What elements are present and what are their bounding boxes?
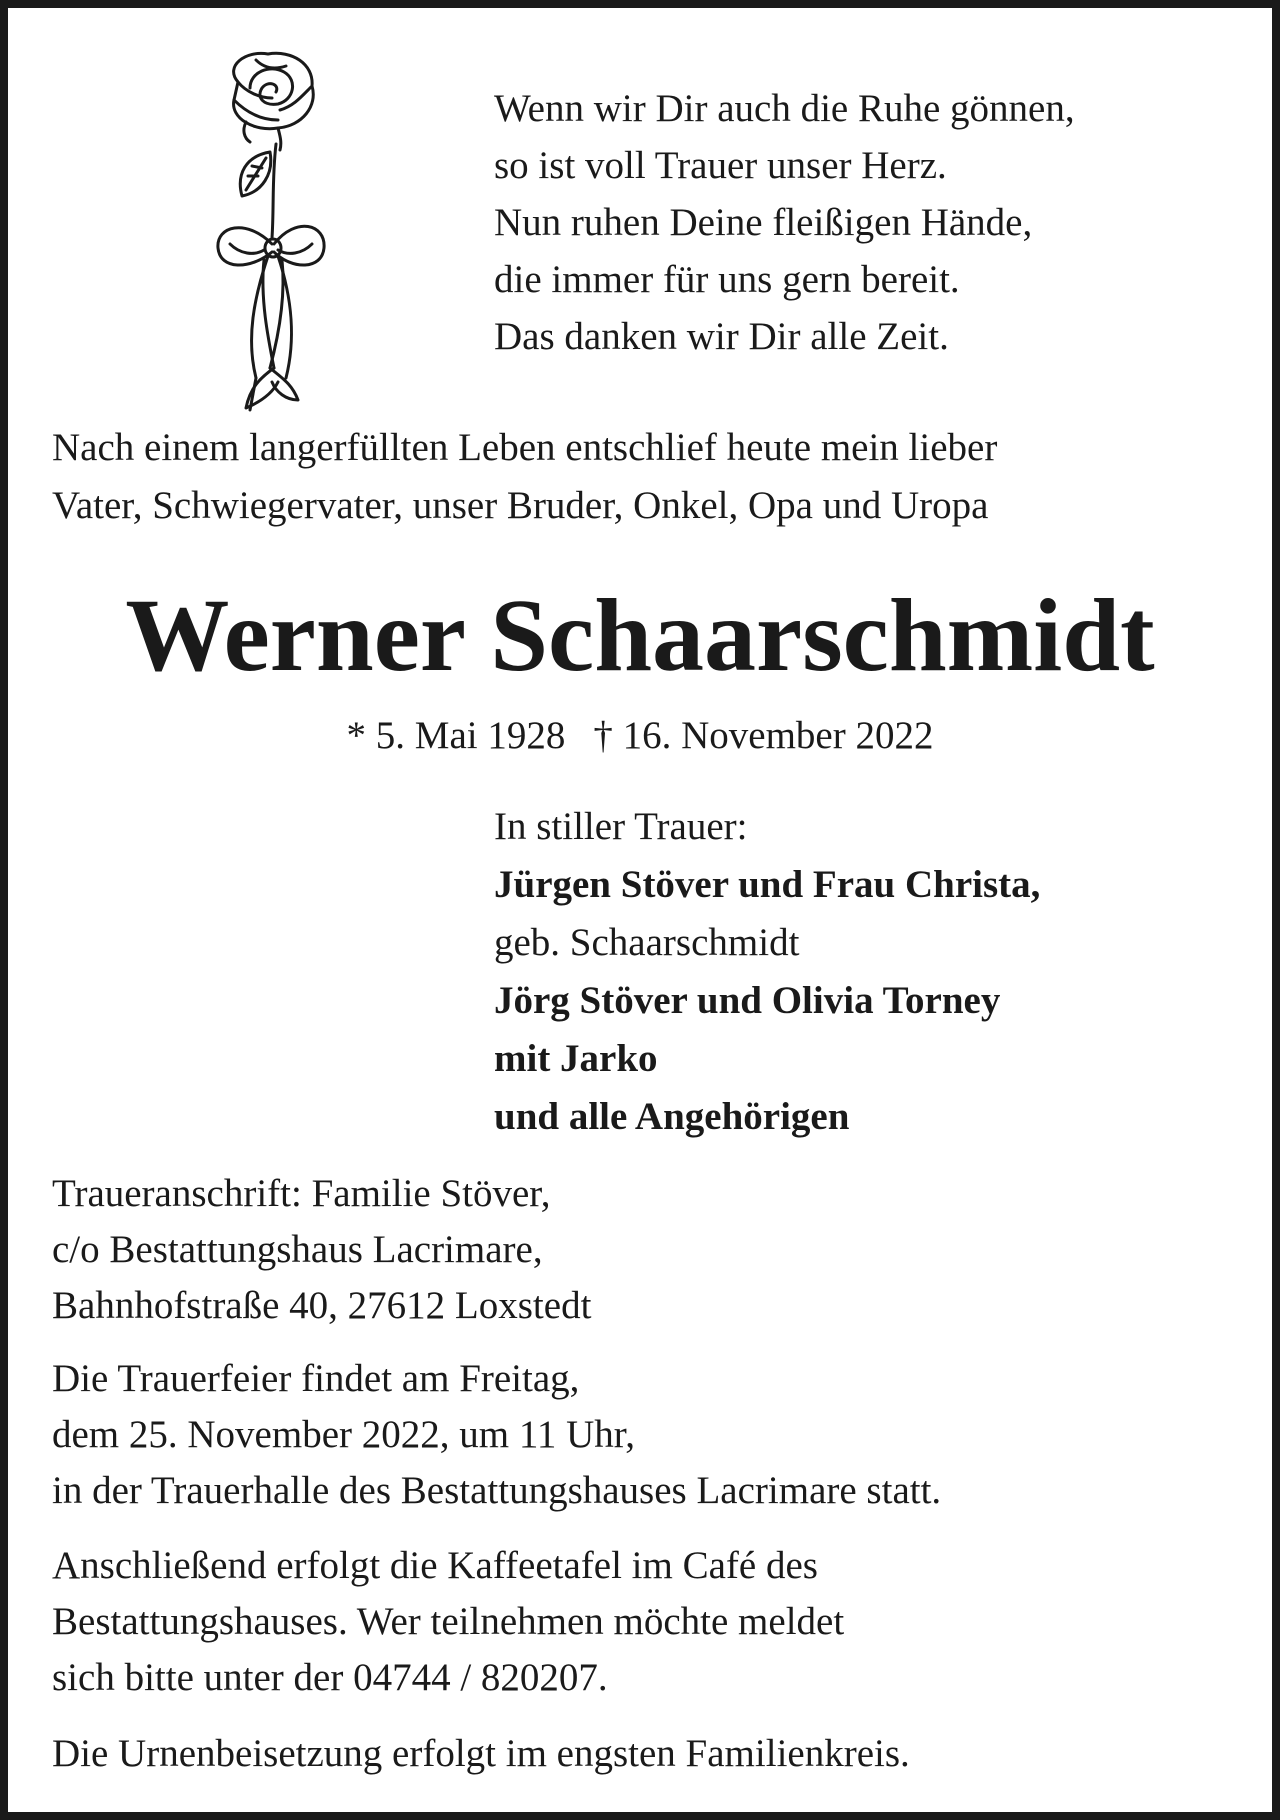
address-line: c/o Bestattungshaus Lacrimare, bbox=[52, 1228, 543, 1271]
mourner-note: geb. Schaarschmidt bbox=[494, 921, 800, 964]
poem bbox=[494, 80, 1075, 365]
life-dates bbox=[8, 708, 1272, 764]
coffee-line: Bestattungshauses. Wer teilnehmen möchte meldet bbox=[52, 1600, 845, 1643]
poem-line: Wenn wir Dir auch die Ruhe gönnen, bbox=[494, 87, 1075, 130]
poem-line: die immer für uns gern bereit. bbox=[494, 258, 960, 301]
intro-line: Nach einem langerfüllten Leben entschlief heute mein lieber bbox=[52, 426, 998, 469]
mourners-heading: In stiller Trauer: bbox=[494, 805, 748, 848]
mourning-address bbox=[52, 1166, 591, 1334]
birth-date: * 5. Mai 1928 bbox=[346, 714, 566, 757]
address-line: Traueranschrift: Familie Stöver, bbox=[52, 1172, 551, 1215]
intro-line: Vater, Schwiegervater, unser Bruder, Onkel, Opa und Uropa bbox=[52, 484, 989, 527]
coffee-line: sich bitte unter der 04744 / 820207. bbox=[52, 1656, 608, 1699]
funeral-service-info bbox=[52, 1351, 941, 1519]
poem-line: Nun ruhen Deine fleißigen Hände, bbox=[494, 201, 1033, 244]
mourner-name: mit Jarko bbox=[494, 1037, 658, 1080]
coffee-reception-info bbox=[52, 1538, 844, 1706]
urn-burial-info bbox=[52, 1726, 910, 1782]
address-line: Bahnhofstraße 40, 27612 Loxstedt bbox=[52, 1284, 592, 1327]
mourner-name: Jürgen Stöver und Frau Christa, bbox=[494, 863, 1041, 906]
mourner-name: Jörg Stöver und Olivia Torney bbox=[494, 979, 1001, 1022]
mourners-list bbox=[494, 798, 1040, 1146]
service-line: Die Trauerfeier findet am Freitag, bbox=[52, 1357, 580, 1400]
service-line: in der Trauerhalle des Bestattungshauses Lacrimare statt. bbox=[52, 1469, 942, 1512]
intro-text bbox=[52, 419, 997, 535]
poem-line: Das danken wir Dir alle Zeit. bbox=[494, 315, 949, 358]
deceased-name: Werner Schaarschmidt bbox=[125, 578, 1155, 693]
coffee-line: Anschließend erfolgt die Kaffeetafel im Café des bbox=[52, 1544, 818, 1587]
poem-line: so ist voll Trauer unser Herz. bbox=[494, 144, 947, 187]
rose-with-ribbon-icon bbox=[216, 48, 326, 420]
urn-line: Die Urnenbeisetzung erfolgt im engsten Familienkreis. bbox=[52, 1732, 910, 1775]
mourner-name: und alle Angehörigen bbox=[494, 1095, 850, 1138]
service-line: dem 25. November 2022, um 11 Uhr, bbox=[52, 1413, 635, 1456]
death-date: † 16. November 2022 bbox=[593, 714, 934, 757]
